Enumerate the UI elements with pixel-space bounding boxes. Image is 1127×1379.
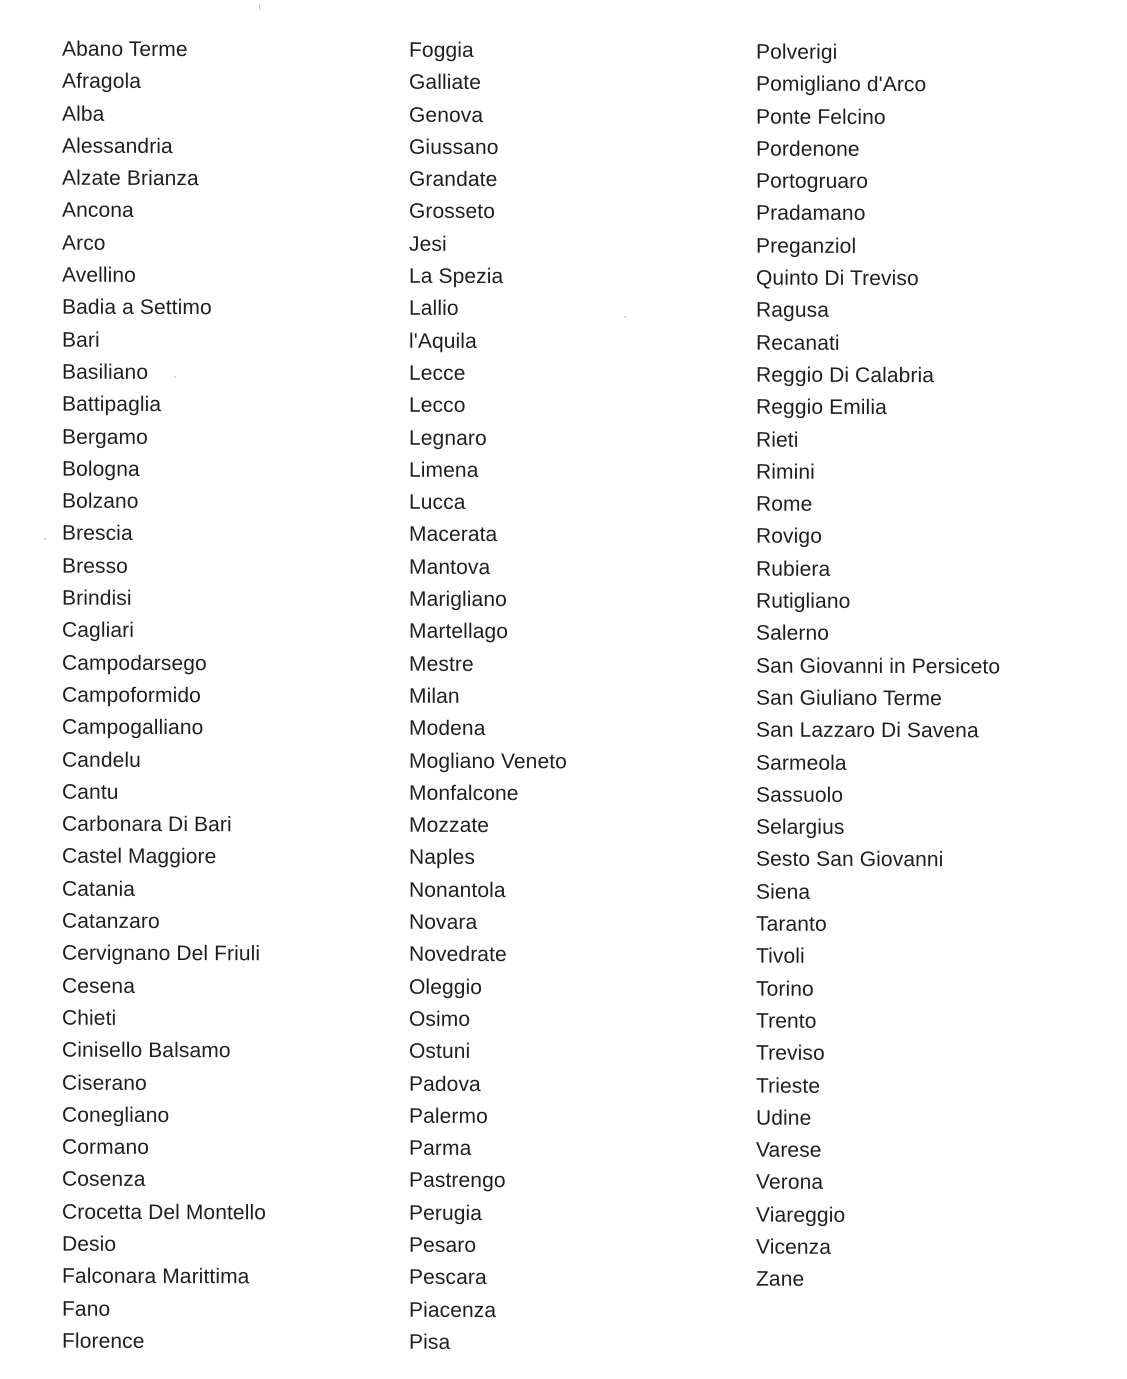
city-name: Brescia	[62, 522, 133, 546]
city-name: Chieti	[62, 1006, 117, 1030]
city-name: Conegliano	[62, 1103, 170, 1127]
city-name: Quinto Di Treviso	[756, 266, 919, 291]
city-name: Viareggio	[756, 1203, 846, 1227]
city-name: Reggio Di Calabria	[756, 363, 935, 388]
city-name: Bergamo	[62, 425, 148, 449]
city-name: Marigliano	[409, 587, 507, 612]
city-name: Siena	[756, 880, 811, 904]
city-name: Reggio Emilia	[756, 395, 887, 420]
city-name: Lecco	[409, 394, 466, 418]
city-name: Rimini	[756, 460, 815, 484]
city-name: Zane	[756, 1267, 805, 1292]
city-name: Bresso	[62, 554, 128, 578]
city-name: Padova	[409, 1072, 481, 1096]
city-name: Jesi	[409, 232, 447, 256]
city-name: Sesto San Giovanni	[756, 848, 944, 872]
city-name: Cosenza	[62, 1168, 146, 1192]
city-name: Avellino	[62, 263, 136, 287]
city-name: Parma	[409, 1136, 472, 1161]
city-name: Brindisi	[62, 586, 132, 610]
city-name: Nonantola	[409, 878, 506, 902]
city-name: Rubiera	[756, 557, 831, 581]
city-name: l'Aquila	[409, 329, 477, 353]
city-name: Milan	[409, 684, 460, 708]
city-name: Perugia	[409, 1201, 483, 1225]
city-name: Cagliari	[62, 619, 134, 643]
city-name: Pesaro	[409, 1233, 477, 1257]
city-name: Grosseto	[409, 200, 495, 224]
city-name: Campogalliano	[62, 715, 204, 740]
city-name: Cantu	[62, 780, 119, 804]
city-name: Basiliano	[62, 360, 149, 384]
city-name: Pastrengo	[409, 1169, 506, 1193]
city-name: Mogliano Veneto	[409, 749, 567, 773]
city-name: Pradamano	[756, 202, 866, 226]
city-name: Cervignano Del Friuli	[62, 941, 261, 966]
city-name: Abano Terme	[62, 37, 188, 62]
city-name: Candelu	[62, 748, 141, 772]
city-name: Genova	[409, 103, 484, 127]
city-name: Varese	[756, 1138, 822, 1162]
city-name: Recanati	[756, 331, 840, 355]
city-name: Lecce	[409, 361, 466, 385]
city-name: Arco	[62, 231, 106, 255]
city-list-column-1	[62, 36, 266, 1361]
city-name: Galliate	[409, 71, 482, 95]
city-name: Martellago	[409, 620, 509, 644]
city-list-column-2	[409, 37, 567, 1362]
city-name: Ancona	[62, 199, 134, 223]
city-name: Lallio	[409, 297, 459, 321]
city-name: Falconara Marittima	[62, 1264, 250, 1289]
city-name: Monfalcone	[409, 781, 519, 805]
city-name: Preganziol	[756, 234, 857, 258]
city-name: Ciserano	[62, 1071, 147, 1095]
scan-speck	[44, 538, 46, 540]
city-name: Desio	[62, 1232, 117, 1256]
city-name: Portogruaro	[756, 169, 868, 194]
city-name: Novedrate	[409, 943, 507, 967]
city-name: San Lazzaro Di Savena	[756, 718, 979, 743]
city-name: Campodarsego	[62, 651, 207, 675]
city-name: Rovigo	[756, 525, 822, 549]
city-name: Ragusa	[756, 298, 829, 323]
city-name: Pisa	[409, 1330, 451, 1354]
city-list-column-3	[756, 39, 1000, 1299]
city-name: Crocetta Del Montello	[62, 1200, 267, 1225]
city-name: Macerata	[409, 523, 498, 547]
city-name: Piacenza	[409, 1298, 497, 1322]
city-name: Vicenza	[756, 1235, 832, 1259]
city-name: Bologna	[62, 457, 140, 481]
city-name: Grandate	[409, 167, 498, 192]
city-name: Torino	[756, 977, 814, 1001]
city-name: Selargius	[756, 815, 845, 840]
city-name: Fano	[62, 1297, 111, 1321]
city-name: Foggia	[409, 38, 474, 62]
city-name: Polverigi	[756, 40, 838, 64]
city-name: Alba	[62, 102, 105, 126]
city-name: Modena	[409, 716, 486, 741]
city-name: Sarmeola	[756, 751, 847, 775]
city-name: Campoformido	[62, 683, 201, 708]
city-name: Catanzaro	[62, 909, 160, 934]
city-name: Pomigliano d'Arco	[756, 72, 927, 97]
city-name: San Giovanni in Persiceto	[756, 654, 1001, 679]
city-name: Naples	[409, 846, 475, 870]
city-name: Badia a Settimo	[62, 296, 212, 320]
city-name: Tivoli	[756, 944, 805, 969]
city-name: Treviso	[756, 1041, 825, 1066]
city-name: Pordenone	[756, 137, 860, 161]
city-name: Bari	[62, 328, 100, 352]
city-name: Salerno	[756, 621, 830, 646]
city-name: Trento	[756, 1009, 817, 1033]
city-name: Oleggio	[409, 975, 483, 999]
city-name: Rieti	[756, 428, 799, 452]
city-name: Giussano	[409, 135, 499, 159]
scan-speck	[624, 316, 626, 318]
city-name: Cinisello Balsamo	[62, 1038, 231, 1063]
city-name: Battipaglia	[62, 392, 162, 417]
city-name: La Spezia	[409, 264, 504, 289]
city-name: Ponte Felcino	[756, 105, 886, 129]
city-name: Sassuolo	[756, 783, 844, 807]
city-name: Trieste	[756, 1074, 821, 1098]
city-name: Udine	[756, 1106, 812, 1130]
city-name: Pescara	[409, 1266, 487, 1290]
city-name: Verona	[756, 1171, 824, 1195]
city-name: Legnaro	[409, 426, 487, 450]
city-name: Ostuni	[409, 1039, 471, 1064]
city-name: Cesena	[62, 974, 135, 998]
city-name: Mestre	[409, 652, 474, 676]
city-name: Novara	[409, 910, 478, 934]
city-name: Taranto	[756, 912, 827, 936]
city-name: Cormano	[62, 1135, 150, 1160]
scan-speck	[259, 4, 260, 10]
city-name: Carbonara Di Bari	[62, 812, 232, 837]
city-name: Mozzate	[409, 813, 490, 838]
city-name: Alessandria	[62, 134, 173, 158]
city-name: Limena	[409, 458, 479, 482]
city-name: Bolzano	[62, 489, 139, 514]
city-name: Mantova	[409, 555, 491, 579]
city-name: Castel Maggiore	[62, 845, 217, 869]
city-name: San Giuliano Terme	[756, 686, 942, 711]
city-name: Florence	[62, 1329, 145, 1353]
city-name: Afragola	[62, 69, 142, 94]
city-name: Rome	[756, 492, 813, 516]
city-name: Alzate Brianza	[62, 166, 199, 191]
city-name: Lucca	[409, 490, 466, 515]
city-name: Catania	[62, 877, 136, 901]
city-name: Rutigliano	[756, 589, 851, 613]
city-name: Palermo	[409, 1104, 488, 1128]
city-name: Osimo	[409, 1007, 471, 1031]
